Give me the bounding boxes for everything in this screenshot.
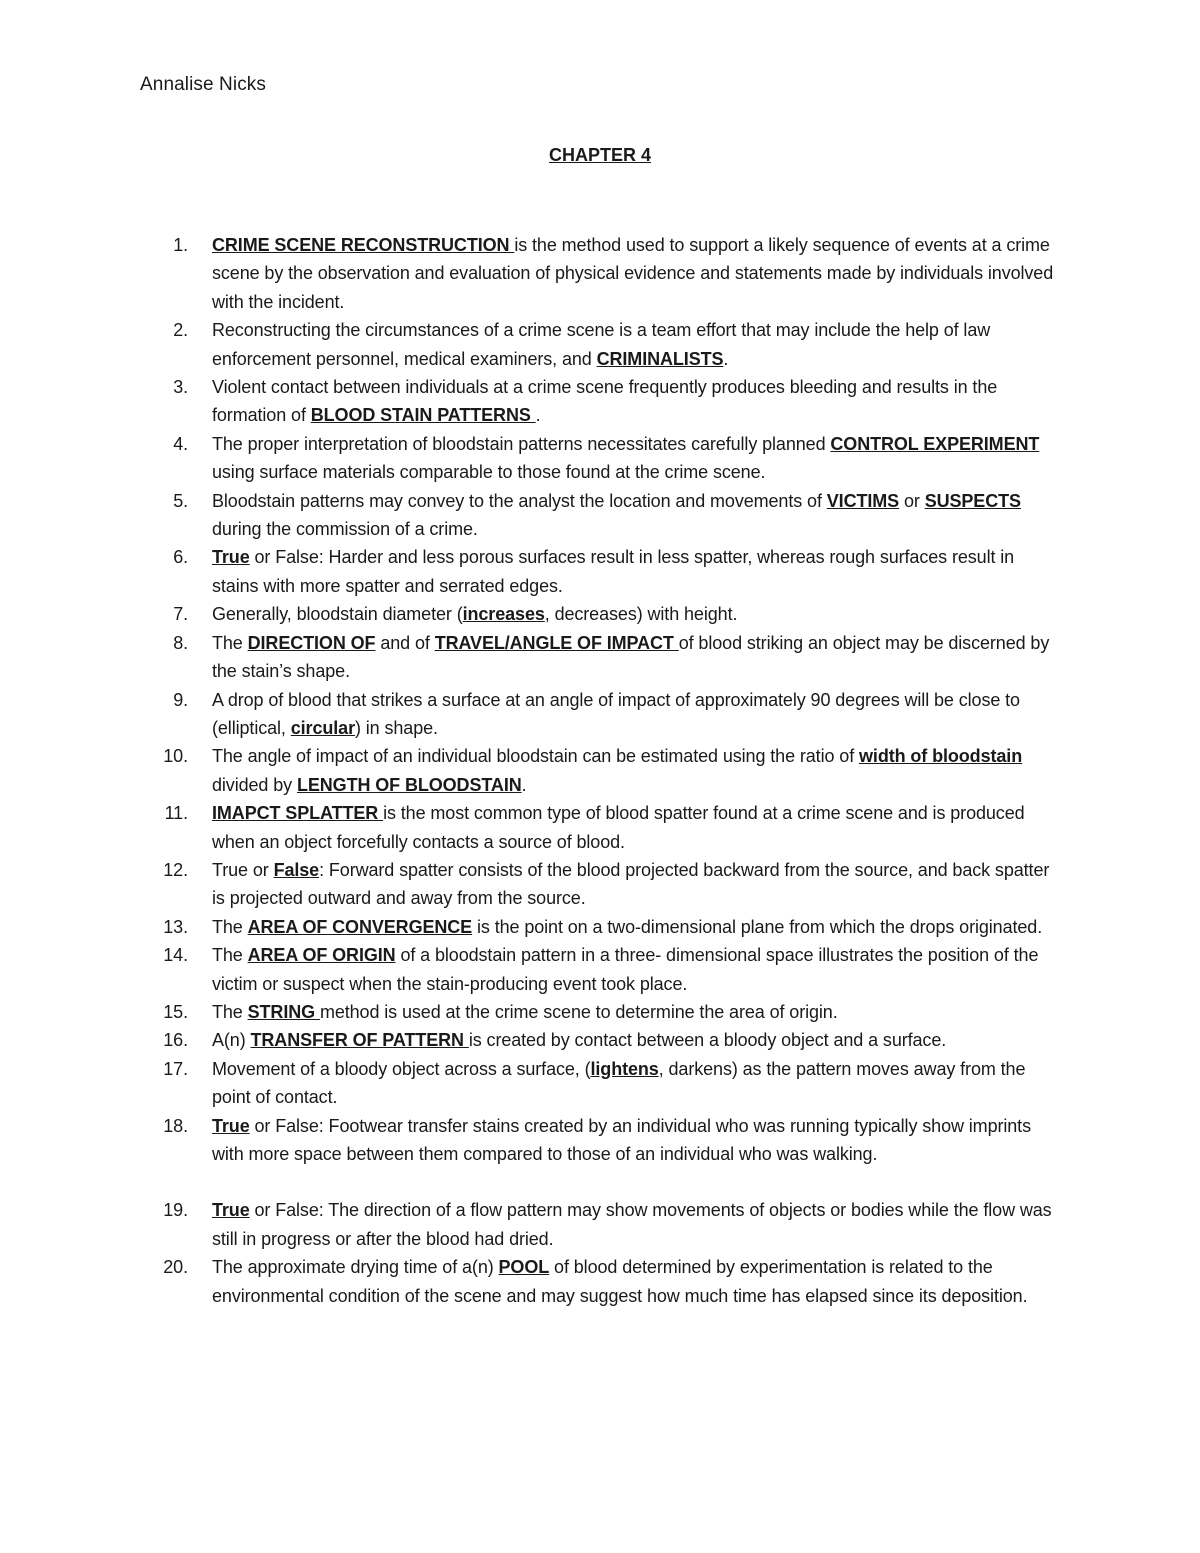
question-text: Generally, bloodstain diameter ( <box>212 604 463 625</box>
question-text: The <box>212 916 248 937</box>
question-text: during the commission of a crime. <box>212 519 478 540</box>
question-item <box>140 316 1060 373</box>
question-text: is the method used to support a likely sequence of events at a crime scene by the observation and evaluation of physical evidence and statements made by individuals involved with the incident. <box>212 235 1054 312</box>
answer-text: CRIMINALISTS <box>596 348 724 369</box>
author-name: Annalise Nicks <box>140 74 267 95</box>
question-text: method is used at the crime scene to determine the area of origin. <box>319 1001 838 1022</box>
question-item <box>140 487 1060 544</box>
question-text: The <box>212 1001 248 1022</box>
question-item <box>140 686 1060 743</box>
question-text: , decreases) with height. <box>544 604 738 625</box>
question-item <box>140 1112 1060 1169</box>
question-text: Movement of a bloody object across a surface, ( <box>212 1058 591 1079</box>
question-text: and of <box>375 632 435 653</box>
question-item <box>140 1253 1060 1310</box>
question-number: 12. <box>163 859 188 880</box>
question-item <box>140 430 1060 487</box>
question-number: 18. <box>163 1115 188 1136</box>
question-text: The angle of impact of an individual bloodstain can be estimated using the ratio of <box>212 746 860 767</box>
question-text: or <box>899 490 925 511</box>
question-text: of a bloodstain pattern in a three- dimensional space illustrates the position of the victim or suspect when the stain-producing event took place. <box>212 945 1039 994</box>
question-item <box>140 600 1060 628</box>
question-number: 1. <box>173 235 188 255</box>
answer-text: True <box>212 547 250 568</box>
question-text: , darkens) as the pattern moves away from the point of contact. <box>212 1058 1026 1108</box>
question-number: 10. <box>163 746 188 767</box>
question-text: is the most common type of blood spatter found at a crime scene and is produced when an object forcefully contacts a source of blood. <box>212 803 1025 852</box>
answer-text: increases <box>462 604 545 625</box>
question-item <box>140 799 1060 856</box>
chapter-title: CHAPTER 4 <box>548 145 651 165</box>
answer-text: VICTIMS <box>826 490 900 511</box>
question-text: . <box>521 774 527 795</box>
question-item <box>140 998 1060 1026</box>
question-item <box>140 1196 1060 1253</box>
answer-text: LENGTH OF BLOODSTAIN <box>296 774 522 795</box>
question-text: The approximate drying time of a(n) <box>212 1257 499 1278</box>
question-number: 14. <box>163 945 188 966</box>
question-text: or False: Footwear transfer stains created by an individual who was running typically show imprints with more space between them compared to those of an individual who was walking. <box>212 1115 1031 1164</box>
answer-text: CRIME SCENE RECONSTRUCTION <box>212 235 515 255</box>
answer-text: BLOOD STAIN PATTERNS <box>310 405 536 426</box>
question-text: of blood striking an object may be discerned by the stain’s shape. <box>212 632 1050 682</box>
question-number: 4. <box>173 433 188 454</box>
answer-text: TRANSFER OF PATTERN <box>250 1030 469 1051</box>
question-text: . <box>723 348 729 369</box>
question-item <box>140 913 1060 941</box>
question-number: 19. <box>163 1200 188 1221</box>
question-item <box>140 1026 1060 1054</box>
answer-text: DIRECTION OF <box>247 632 376 653</box>
question-text: The <box>212 632 248 653</box>
question-item <box>140 742 1060 799</box>
question-item <box>140 629 1060 686</box>
question-number: 9. <box>173 689 188 710</box>
answer-text: AREA OF CONVERGENCE <box>247 916 473 937</box>
question-number: 7. <box>173 604 188 625</box>
question-text: is the point on a two-dimensional plane from which the drops originated. <box>472 916 1043 937</box>
question-text: is created by contact between a bloody object and a surface. <box>468 1030 947 1051</box>
question-item <box>140 543 1060 600</box>
question-text: A(n) <box>212 1030 251 1051</box>
question-text: The <box>212 945 248 966</box>
question-number: 13. <box>163 916 188 937</box>
question-text: : Forward spatter consists of the blood projected backward from the source, and back spatter is projected outward and away from the source. <box>212 859 1050 909</box>
question-number: 15. <box>163 1001 188 1022</box>
question-number: 11. <box>164 803 188 824</box>
question-text: or False: The direction of a flow pattern may show movements of objects or bodies while the flow was still in progress or after the blood had dried. <box>212 1200 1052 1249</box>
question-text: divided by <box>212 774 297 795</box>
question-text: A drop of blood that strikes a surface at an angle of impact of approximately 90 degrees will be close to (elliptical, <box>212 689 1020 738</box>
question-text: Reconstructing the circumstances of a crime scene is a team effort that may include the help of law enforcement personnel, medical examiners, and <box>212 320 991 369</box>
question-text: Bloodstain patterns may convey to the analyst the location and movements of <box>212 490 827 511</box>
question-item <box>140 856 1060 913</box>
question-item <box>140 231 1060 316</box>
answer-text: False <box>273 859 320 880</box>
answer-text: lightens <box>590 1058 659 1079</box>
answer-text: True <box>212 1115 250 1136</box>
question-number: 20. <box>163 1257 188 1278</box>
question-list <box>140 231 1060 1310</box>
answer-text: TRAVEL/ANGLE OF IMPACT <box>434 632 679 653</box>
question-item <box>140 1055 1060 1112</box>
question-text: The proper interpretation of bloodstain patterns necessitates carefully planned <box>212 433 831 454</box>
question-text: using surface materials comparable to those found at the crime scene. <box>212 462 766 483</box>
question-number: 3. <box>173 377 188 398</box>
question-item <box>140 373 1060 430</box>
answer-text: AREA OF ORIGIN <box>247 945 396 966</box>
question-number: 6. <box>173 547 188 568</box>
answer-text: CONTROL EXPERIMENT <box>830 433 1040 454</box>
answer-text: circular <box>290 717 355 738</box>
question-number: 2. <box>173 320 188 341</box>
question-number: 16. <box>163 1030 188 1051</box>
question-number: 5. <box>173 490 188 511</box>
answer-text: STRING <box>247 1001 320 1022</box>
question-text: or False: Harder and less porous surfaces result in less spatter, whereas rough surfaces result in stains with more spatter and serrated edges. <box>212 547 1015 596</box>
answer-text: SUSPECTS <box>924 490 1021 511</box>
question-text: Violent contact between individuals at a crime scene frequently produces bleeding and results in the formation of <box>212 377 998 426</box>
answer-text: width of bloodstain <box>859 746 1023 767</box>
answer-text: True <box>212 1200 250 1221</box>
question-text: . <box>535 405 541 426</box>
answer-text: POOL <box>498 1257 550 1278</box>
question-item <box>140 941 1060 998</box>
question-number: 17. <box>163 1058 188 1079</box>
answer-text: IMAPCT SPLATTER <box>212 803 384 824</box>
question-text: True or <box>212 859 274 880</box>
question-text: of blood determined by experimentation is related to the environmental condition of the scene and may suggest how much time has elapsed since its deposition. <box>212 1257 1028 1306</box>
question-text: ) in shape. <box>354 717 438 738</box>
question-number: 8. <box>173 632 188 653</box>
